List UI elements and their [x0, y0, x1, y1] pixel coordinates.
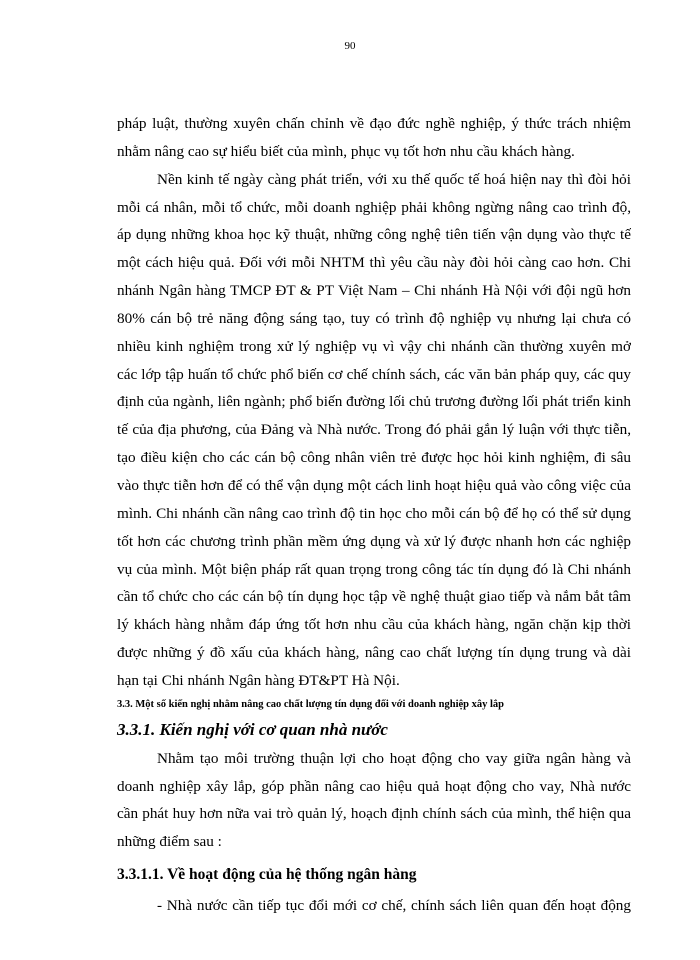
text-line: tạo điều kiện cho các cán bộ công nhân viên trẻ được học hỏi kinh nghiệm, đi sâu: [117, 449, 631, 467]
text-line: mỗi cá nhân, mỗi tổ chức, mỗi doanh nghiệp phải không ngừng nâng cao trình độ,: [117, 198, 631, 216]
text-line: lý khách hàng nhằm đáp ứng tốt hơn nhu cầu của khách hàng, ngăn chặn kịp thời: [117, 616, 631, 634]
text-line: - Nhà nước cần tiếp tục đổi mới cơ chế, chính sách liên quan đến hoạt động: [157, 897, 631, 915]
text-line: tế của địa phương, của Đảng và Nhà nước. Trong đó phải gắn lý luận với thực tiễn,: [117, 421, 631, 439]
text-line: áp dụng những khoa học kỹ thuật, những công nghệ tiên tiến vận dụng vào thực tế: [117, 226, 631, 244]
paragraph-2: [117, 166, 631, 695]
text-line: vào thực tiễn hơn để có thể vận dụng một cách linh hoạt hiệu quả vào công việc của: [117, 476, 631, 494]
text-line: những điểm sau :: [117, 833, 222, 851]
section-heading-3-3-1-1: 3.3.1.1. Về hoạt động của hệ thống ngân hàng: [117, 866, 417, 884]
text-line: doanh nghiệp xây lắp, góp phần nâng cao hiệu quả hoạt động cho vay, Nhà nước: [117, 777, 631, 795]
section-heading-3-3-1: 3.3.1. Kiến nghị với cơ quan nhà nước: [117, 719, 388, 739]
text-line: các lớp tập huấn tổ chức phổ biến cơ chế chính sách, các văn bản pháp quy, các quy: [117, 365, 631, 383]
text-line: Nền kinh tế ngày càng phát triển, với xu thế quốc tế hoá hiện nay thì đòi hỏi: [157, 170, 631, 188]
page-content: [117, 110, 631, 920]
text-line: Nhằm tạo môi trường thuận lợi cho hoạt động cho vay giữa ngân hàng và: [157, 749, 631, 767]
text-line: được những ý đồ xấu của khách hàng, nâng cao chất lượng tín dụng trung và dài: [117, 644, 631, 662]
text-line: 80% cán bộ trẻ năng động sáng tạo, tuy có trình độ nghiệp vụ nhưng lại chưa có: [117, 309, 631, 327]
text-line: mình. Chi nhánh cần nâng cao trình độ tin học cho mỗi cán bộ để họ có thể sử dụng: [117, 504, 631, 522]
section-heading-3-3: 3.3. Một số kiến nghị nhằm nâng cao chất lượng tín dụng đối với doanh nghiệp xây lắp: [117, 698, 504, 710]
text-line: định của ngành, liên ngành; phổ biến đường lối chủ trương đường lối phát triển kinh: [117, 393, 631, 411]
text-line: nhánh Ngân hàng TMCP ĐT & PT Việt Nam – Chi nhánh Hà Nội với đội ngũ hơn: [117, 282, 631, 300]
text-line: nhằm nâng cao sự hiểu biết của mình, phục vụ tốt hơn nhu cầu khách hàng.: [117, 142, 575, 160]
text-line: cần tổ chức cho các cán bộ tín dụng học tập về nghệ thuật giao tiếp và nắm bắt tâm: [117, 588, 631, 606]
paragraph-3: [117, 745, 631, 856]
text-line: pháp luật, thường xuyên chấn chỉnh về đạo đức nghề nghiệp, ý thức trách nhiệm: [117, 115, 631, 132]
text-line: tốt hơn các chương trình phần mềm ứng dụng và xử lý được nhanh hơn các nghiệp: [117, 532, 631, 550]
page-number: 90: [344, 40, 356, 52]
text-line: nhiều kinh nghiệm trong xử lý nghiệp vụ vì vậy chi nhánh cần thường xuyên mở: [117, 337, 631, 355]
paragraph-1: [117, 110, 631, 166]
text-line: hạn tại Chi nhánh Ngân hàng ĐT&PT Hà Nội.: [117, 671, 400, 689]
text-line: cần phát huy hơn nữa vai trò quản lý, hoạch định chính sách của mình, thể hiện qua: [117, 805, 631, 823]
text-line: một cách hiệu quả. Đối với mỗi NHTM thì yêu cầu này đòi hỏi càng cao hơn. Chi: [117, 254, 631, 272]
paragraph-4: [117, 892, 631, 920]
text-line: vụ của mình. Một biện pháp rất quan trọng trong công tác tín dụng đó là Chi nhánh: [117, 560, 631, 578]
